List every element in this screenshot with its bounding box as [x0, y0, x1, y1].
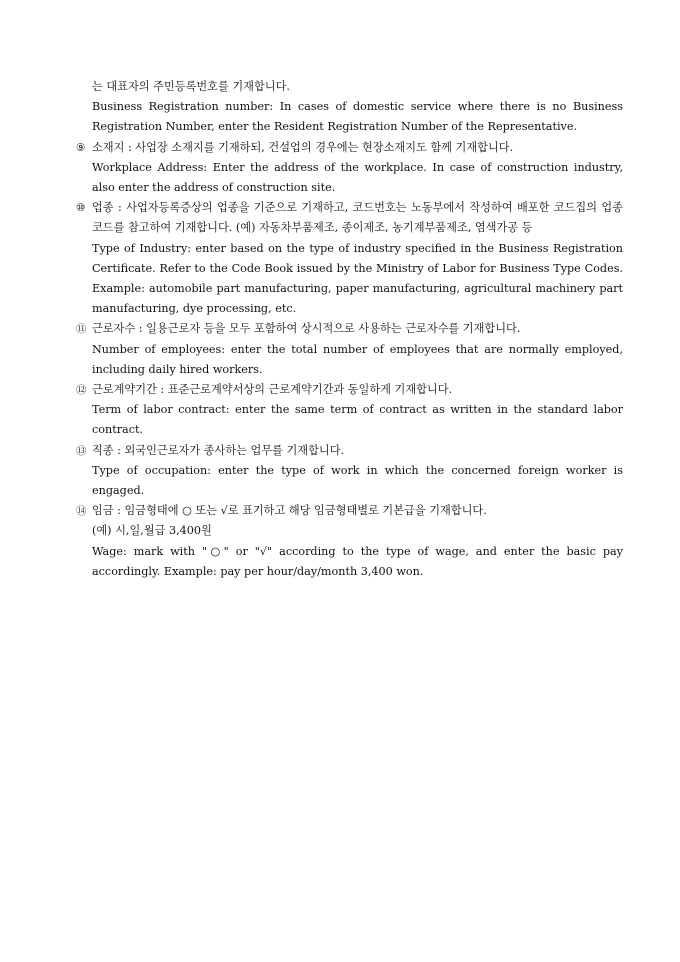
item-contract-term: [78, 380, 623, 441]
item-english-text: Type of occupation: enter the type of work in which the concerned foreign worker is engaged.: [92, 463, 623, 498]
item-number: ⑬: [76, 444, 87, 457]
item-occupation: [78, 441, 623, 502]
item-number: ⑫: [76, 384, 87, 397]
intro-english-text: Business Registration number: In cases of domestic service where there is no Business Registration Number, enter the Resident Registration Number of the Representative.: [92, 100, 623, 134]
item-korean-text: 근로계약기간 : 표준근로계약서상의 근로계약기간과 동일하게 기재합니다.: [92, 383, 453, 397]
item-english-text: Number of employees: enter the total number of employees that are normally employed, including daily hired workers.: [92, 342, 623, 376]
item-english-text: Term of labor contract: enter the same term of contract as written in the standard labor contract.: [92, 403, 623, 437]
intro-korean-text: 는 대표자의 주민등록번호를 기재합니다.: [92, 80, 290, 93]
item-english-text: Workplace Address: Enter the address of the workplace. In case of construction industry, also enter the address of construction site.: [92, 160, 623, 195]
item-korean-example: (예) 시,일,월급 3,400원: [92, 524, 212, 538]
item-number: ⑭: [76, 505, 87, 518]
item-number: ⑩: [76, 202, 86, 215]
item-industry: [78, 198, 623, 319]
item-korean-text: 근로자수 : 일용근로자 등을 모두 포함하여 상시적으로 사용하는 근로자수를 기재합니다.: [92, 322, 521, 336]
item-number: ⑨: [76, 141, 86, 154]
item-employees: [78, 319, 623, 380]
item-wage: [78, 501, 623, 582]
item-english-text: Wage: mark with "○" or "√" according to the type of wage, and enter the basic pay accordingly. Example: pay per hour/day/month 3,400 won.: [92, 544, 623, 578]
instructions-body: [78, 77, 623, 582]
item-korean-text: 직종 : 외국인근로자가 종사하는 업무를 기재합니다.: [92, 443, 345, 457]
item-korean-text: 소재지 : 사업장 소재지를 기재하되, 건설업의 경우에는 현장소재지도 함께 기재합니다.: [92, 140, 514, 154]
item-english-text: Type of Industry: enter based on the type of industry specified in the Business Registration Certificate. Refer to the Code Book issued by the Ministry of Labor for Business Type Codes. Example: automobile part manufacturing, paper manufacturing, agricultural machinery part manufacturing, dye processing, etc.: [92, 241, 623, 316]
item-number: ⑪: [76, 323, 87, 336]
item-korean-text: 임금 : 임금형태에 ○ 또는 √로 표기하고 해당 임금형태별로 기본급을 기재합니다.: [92, 504, 487, 518]
item-address: [78, 138, 623, 199]
item-korean-text: 업종 : 사업자등록증상의 업종을 기준으로 기재하고, 코드번호는 노동부에서 작성하여 배포한 코드집의 업종코드를 참고하여 기재합니다. (예) 자동차부품제조, 종이제조, 농기계부품제조, 염색가공 등: [92, 201, 623, 235]
